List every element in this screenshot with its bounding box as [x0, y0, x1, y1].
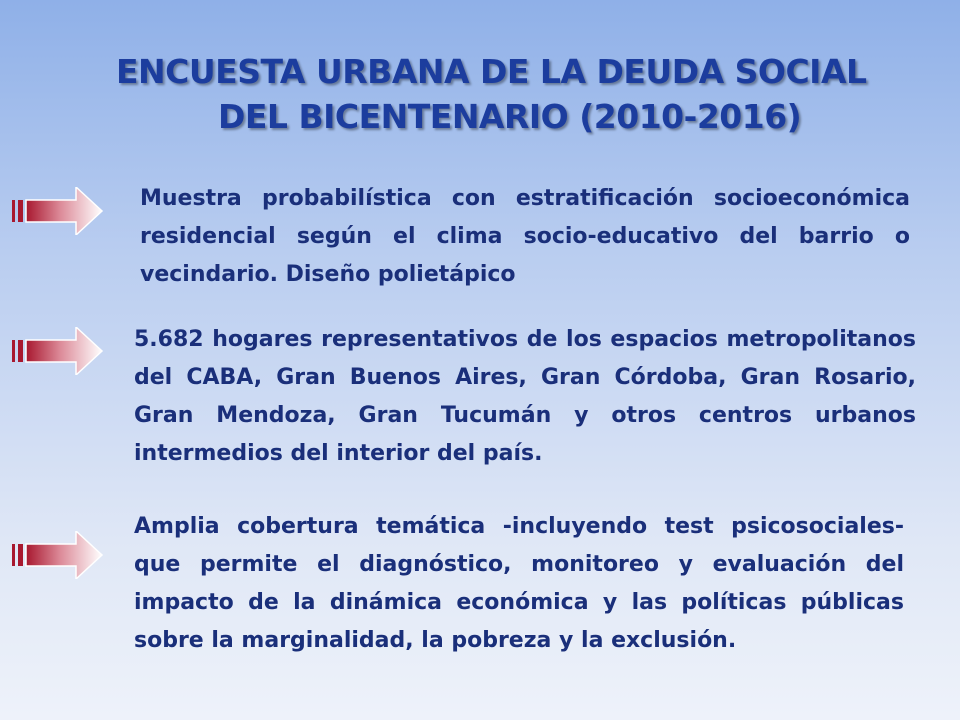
title-line-2: DEL BICENTENARIO (2010-2016)	[218, 97, 802, 136]
bullet-text-coverage: Amplia cobertura temática -incluyendo test psicosociales- que permite el diagnóstico, monitoreo y evaluación del impacto de la dinámica económica y las políticas públicas sobre la marginalidad, la pobreza y la exclusión.	[134, 514, 904, 653]
striped-arrow-icon	[12, 531, 104, 579]
bullet-text-sample: Muestra probabilística con estratificación socioeconómica residencial según el clima socio-educativo del barrio o vecindario. Diseño polietápico	[140, 186, 910, 287]
striped-arrow-icon	[12, 327, 104, 375]
striped-arrow-icon	[12, 187, 104, 235]
bullet-text-households: 5.682 hogares representativos de los espacios metropolitanos del CABA, Gran Buenos Aires, Gran Córdoba, Gran Rosario, Gran Mendoza, Gran Tucumán y otros centros urbanos intermedios del interior del país.	[134, 327, 916, 466]
title-line-1: ENCUESTA URBANA DE LA DEUDA SOCIAL	[116, 52, 867, 91]
